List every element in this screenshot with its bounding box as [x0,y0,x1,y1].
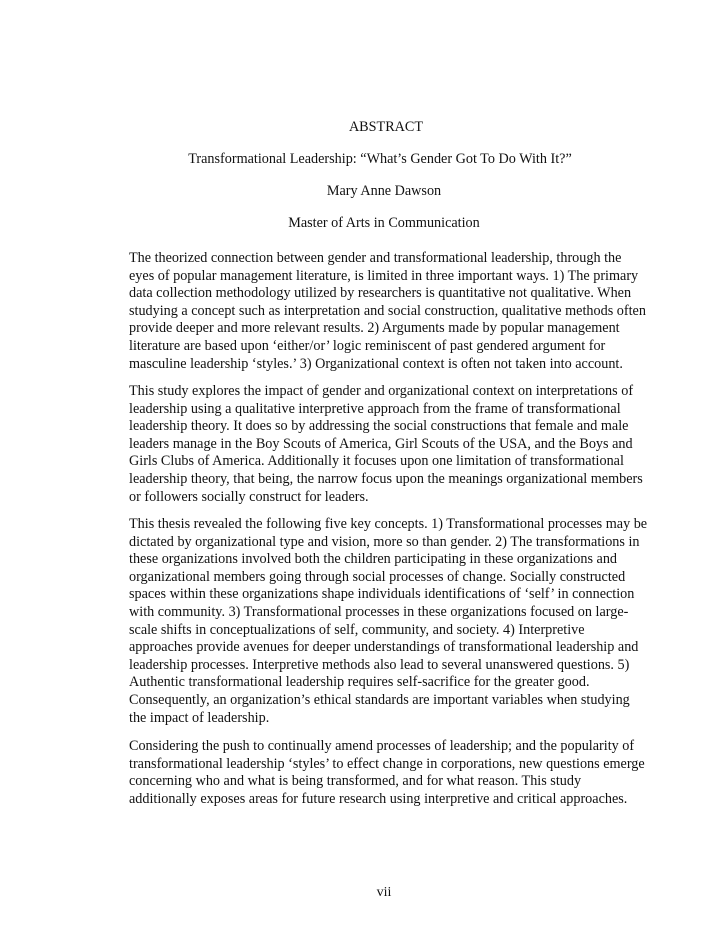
text-line: concerning who and what is being transformed, and for what reason. This study [129,773,582,790]
text-line: data collection methodology utilized by researchers is quantitative not qualitative. When [129,285,632,302]
text-line: or followers socially construct for leaders. [129,488,369,505]
text-line: transformational leadership ‘styles’ to effect change in corporations, new questions emerge [129,755,645,772]
text-line: approaches provide avenues for deeper understandings of transformational leadership and [129,639,639,656]
text-line: leadership processes. Interpretive methods also lead to several unanswered questions. 5) [129,656,630,673]
text-line: Considering the push to continually amend processes of leadership; and the popularity of [129,738,635,754]
abstract-paragraph-3 [129,516,649,727]
text-line: eyes of popular management literature, is limited in three important ways. 1) The primary [129,267,639,284]
text-line: Consequently, an organization’s ethical standards are important variables when studying [129,691,630,708]
text-line: literature are based upon ‘either/or’ logic reminiscent of past gendered argument for [129,337,606,354]
text-line: The theorized connection between gender and transformational leadership, through the [129,250,622,266]
abstract-heading: ABSTRACT [348,119,424,135]
text-line: leaders manage in the Boy Scouts of America, Girl Scouts of the USA, and the Boys and [129,435,633,452]
text-line: provide deeper and more relevant results. 2) Arguments made by popular management [129,320,620,337]
text-line: organizational members going through social processes of change. Socially constructed [129,568,626,585]
text-line: the impact of leadership. [129,709,270,726]
abstract-paragraph-1 [129,250,649,373]
author-name: Mary Anne Dawson [326,183,442,199]
text-line: these organizations involved both the children participating in these organizations and [129,551,618,568]
text-line: This thesis revealed the following five key concepts. 1) Transformational processes may be [129,516,648,532]
text-line: leadership theory, that being, the narrow focus upon the meanings organizational members [129,470,643,487]
degree-name: Master of Arts in Communication [288,215,480,231]
text-line: additionally exposes areas for future research using interpretive and critical approaches. [129,790,628,807]
abstract-paragraph-2 [129,383,649,506]
page-number: vii [376,885,392,900]
document-title: Transformational Leadership: “What’s Gender Got To Do With It?” [188,151,572,167]
abstract-paragraph-4 [129,738,649,808]
text-line: Authentic transformational leadership requires self-sacrifice for the greater good. [129,674,590,691]
text-line: spaces within these organizations shape individuals identifications of ‘self’ in connection [129,586,635,603]
text-line: scale shifts in conceptualizations of self, community, and society. 4) Interpretive [129,621,585,638]
text-line: leadership theory. It does so by addressing the social constructions that female and male [129,418,629,435]
text-line: This study explores the impact of gender and organizational context on interpretations of [129,383,634,399]
text-line: leadership using a qualitative interpretive approach from the frame of transformational [129,400,621,417]
text-line: with community. 3) Transformational processes in these organizations focused on large- [129,603,629,620]
text-line: studying a concept such as interpretation and social construction, qualitative methods often [129,302,646,319]
text-line: Girls Clubs of America. Additionally it focuses upon one limitation of transformational [129,453,624,470]
text-line: dictated by organizational type and vision, more so than gender. 2) The transformations in [129,533,640,550]
text-line: masculine leadership ‘styles.’ 3) Organizational context is often not taken into account. [129,355,623,372]
